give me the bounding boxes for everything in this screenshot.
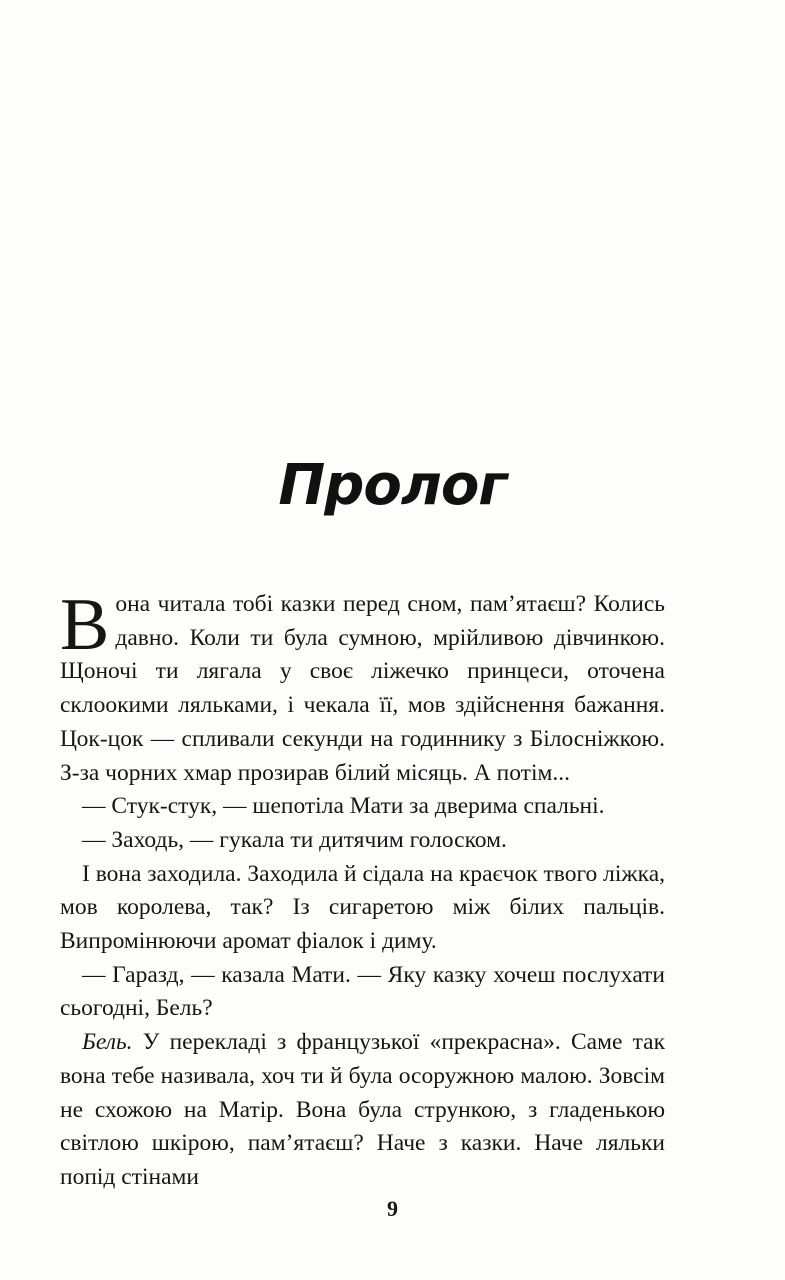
paragraph-6 (60, 1026, 665, 1195)
paragraph-2: — Стук-стук, — шепотіла Мати за дверима спальні. (82, 793, 605, 820)
paragraph-6-italic-word: Бель. (82, 1029, 133, 1056)
paragraph-6-text: У перекладі з французької «прекрасна». Саме так вона тебе називала, хоч ти й була осоружною малою. Зовсім не схожою на Матір. Вона була стрункою, з гладенькою світлою шкірою, пам’ятаєш? Наче з казки. Наче ляльки попід стінами (60, 1029, 665, 1190)
page-number: 9 (387, 1196, 398, 1221)
paragraph-1 (60, 584, 665, 790)
body-text (60, 584, 666, 1195)
drop-cap: В (60, 584, 110, 666)
paragraph-1-text: она читала тобі казки перед сном, пам’ятаєш? Колись давно. Коли ти була сумною, мрійливою дівчинкою. Щоночі ти лягала у своє ліжечко принцеси, оточена склоокими ляльками, і чекала її, мов здійснення бажання. Цок-цок — спливали секунди на годиннику з Білосніжкою. З-за чорних хмар прозирав білий місяць. А потім... (60, 591, 665, 786)
chapter-title: Пролог (278, 452, 507, 518)
paragraph-4: І вона заходила. Заходила й сідала на краєчок твого ліжка, мов королева, так? Із сигаретою між білих пальців. Випромінюючи аромат фіалок і диму. (60, 860, 666, 955)
paragraph-3: — Заходь, — гукала ти дитячим голоском. (82, 826, 507, 853)
paragraph-5: — Гаразд, — казала Мати. — Яку казку хочеш послухати сьогодні, Бель? (60, 961, 665, 1022)
